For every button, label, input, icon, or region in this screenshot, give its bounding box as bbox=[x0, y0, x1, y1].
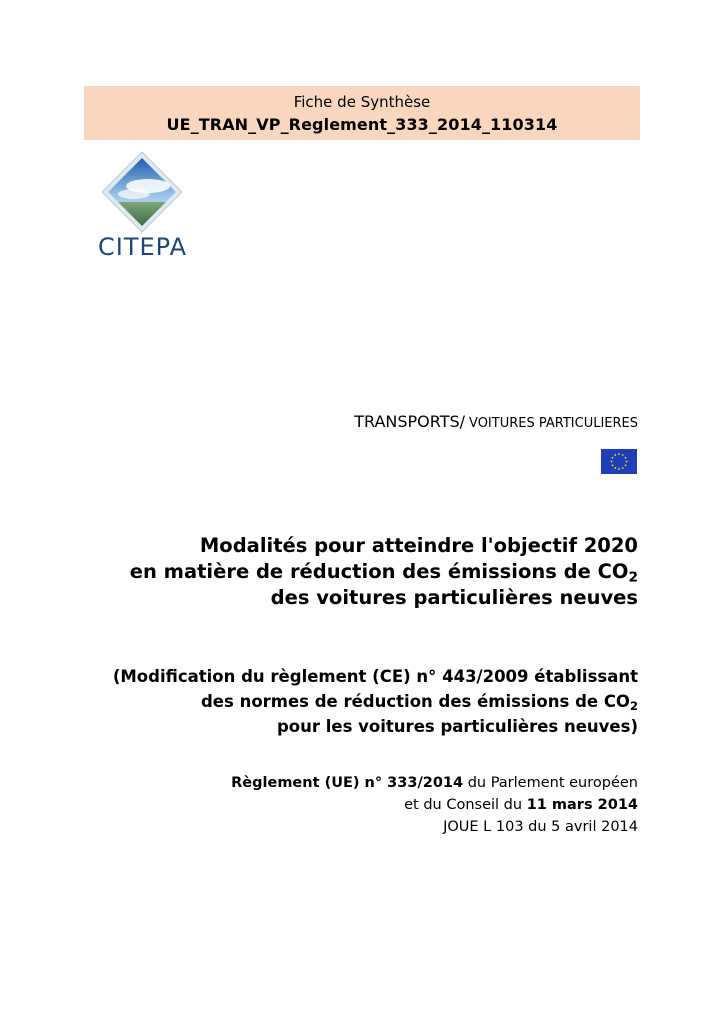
title-line-2-text: en matière de réduction des émissions de CO bbox=[129, 560, 629, 583]
regulation-line-2 bbox=[231, 794, 638, 816]
subtitle-line-2 bbox=[113, 689, 638, 714]
title-line-1: Modalités pour atteindre l'objectif 2020 bbox=[199, 534, 638, 557]
title-line-2 bbox=[130, 559, 638, 585]
regulation-line-1 bbox=[231, 772, 638, 794]
title-line-3: des voitures particulières neuves bbox=[270, 586, 638, 609]
section-sub-label: VOITURES PARTICULIERES bbox=[469, 416, 638, 431]
citepa-logo bbox=[96, 152, 208, 262]
title-co2-subscript: 2 bbox=[628, 569, 638, 586]
section-main-label: TRANSPORTS/ bbox=[354, 412, 466, 431]
eu-flag-icon bbox=[601, 449, 637, 474]
subtitle-line-1: (Modification du règlement (CE) n° 443/2009 établissant bbox=[112, 667, 638, 686]
document-subtitle bbox=[113, 664, 638, 739]
citepa-logo-text: CITEPA bbox=[98, 233, 188, 261]
regulation-date: 11 mars 2014 bbox=[526, 797, 638, 813]
subtitle-line-2-text: des normes de réduction des émissions de CO bbox=[201, 692, 630, 711]
regulation-number: Règlement (UE) n° 333/2014 bbox=[231, 775, 464, 791]
subtitle-co2-subscript: 2 bbox=[629, 698, 638, 713]
subtitle-line-3: pour les voitures particulières neuves) bbox=[276, 717, 638, 736]
document-title bbox=[130, 533, 638, 611]
regulation-council-text: et du Conseil du bbox=[404, 797, 527, 813]
section-label bbox=[354, 412, 638, 434]
regulation-reference bbox=[231, 772, 638, 838]
document-type-label: Fiche de Synthèse bbox=[293, 93, 431, 111]
document-reference-code: UE_TRAN_VP_Reglement_333_2014_110314 bbox=[166, 115, 558, 134]
regulation-journal-reference: JOUE L 103 du 5 avril 2014 bbox=[443, 819, 638, 835]
document-header-band bbox=[84, 86, 640, 140]
citepa-diamond-logo-icon bbox=[96, 152, 208, 236]
regulation-issuer: du Parlement européen bbox=[463, 775, 638, 791]
